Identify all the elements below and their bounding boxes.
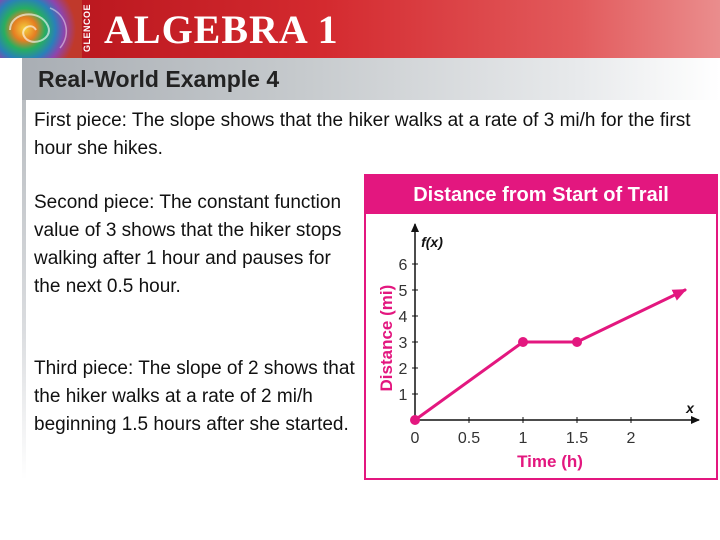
paragraph-third-piece: Third piece: The slope of 2 shows that the hiker walks at a rate of 2 mi/h beginning 1.5 hours after she started. <box>34 358 355 435</box>
x-axis-name: x <box>686 400 694 416</box>
chart-panel <box>364 174 718 480</box>
y-tick-label: 6 <box>398 257 408 274</box>
origin-label: 0 <box>410 430 420 447</box>
series-segment <box>577 290 685 342</box>
distance-chart <box>366 214 716 478</box>
y-tick-label: 5 <box>398 283 408 300</box>
logo-swirl-icon <box>0 0 82 58</box>
x-tick-label: 0.5 <box>457 430 481 447</box>
y-tick-label: 2 <box>398 361 408 378</box>
x-tick-label: 2 <box>626 430 636 447</box>
left-divider <box>22 100 26 480</box>
x-tick-label: 1 <box>518 430 528 447</box>
y-tick-label: 3 <box>398 335 408 352</box>
y-tick-label: 1 <box>398 387 408 404</box>
section-title: Real-World Example 4 <box>38 66 280 92</box>
data-point <box>410 415 420 425</box>
x-axis-title: Time (h) <box>517 452 583 471</box>
data-point <box>572 337 582 347</box>
y-axis-title: Distance (mi) <box>377 284 396 392</box>
header-bar <box>0 0 720 58</box>
app-title: ALGEBRA 1 <box>104 7 339 52</box>
data-point <box>518 337 528 347</box>
x-tick-label: 1.5 <box>565 430 589 447</box>
paragraph-second-piece: Second piece: The constant function value of 3 shows that the hiker stops walking after 1 hour and pauses for the next 0.5 hour. <box>34 192 342 297</box>
section-banner <box>22 58 720 100</box>
publisher-logo: GLENCOE <box>82 3 92 52</box>
y-tick-label: 4 <box>398 309 408 326</box>
chart-title-bar <box>366 176 716 214</box>
paragraph-first-piece: First piece: The slope shows that the hiker walks at a rate of 3 mi/h for the first hour she hikes. <box>34 110 691 159</box>
y-axis-name: f(x) <box>421 234 443 250</box>
series-segment <box>415 342 523 420</box>
chart-title: Distance from Start of Trail <box>413 184 669 206</box>
